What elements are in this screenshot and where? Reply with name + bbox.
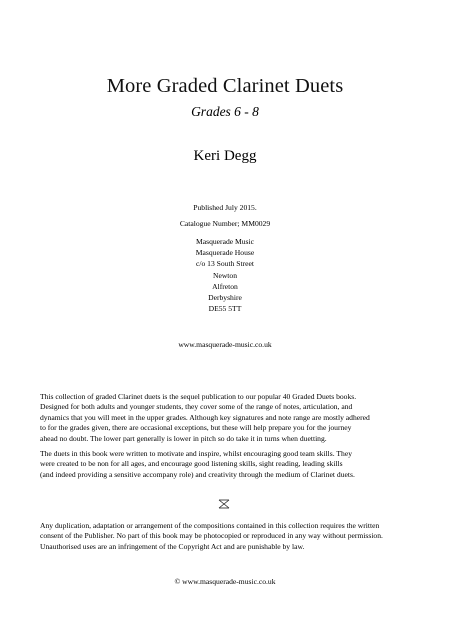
address-line: Masquerade House — [195, 248, 255, 258]
copyright-paragraph — [40, 521, 412, 552]
author-name: Keri Degg — [193, 148, 257, 164]
catalogue-number: Catalogue Number; MM0029 — [179, 219, 271, 228]
address-line: Derbyshire — [208, 292, 242, 302]
address-line: Alfreton — [212, 281, 238, 291]
paragraph-line: ahead no doubt. The lower part generally is lower in pitch so do take it in turns when duetting. — [40, 433, 327, 443]
paragraph-line: Any duplication, adaptation or arrangement of the compositions contained in this collection requires the written — [40, 521, 380, 530]
crossed-box-icon — [218, 499, 230, 509]
paragraph-line: consent of the Publisher. No part of this book may be photocopied or reproduced in any way without permission. — [40, 531, 383, 541]
paragraph-line: Designed for both adults and younger students, they cover some of the range of notes, articulation, and — [40, 402, 353, 412]
published-date: Published July 2015. — [193, 203, 257, 212]
publisher-address — [0, 236, 450, 314]
intro-paragraph — [40, 392, 412, 444]
address-line: Masquerade Music — [196, 237, 254, 246]
website-link: www.masquerade-music.co.uk — [178, 340, 272, 349]
address-line: Newton — [212, 270, 238, 280]
paragraph-line: The duets in this book were written to motivate and inspire, whilst encouraging good team skills. They — [40, 449, 352, 458]
paragraph-line: were created to be non for all ages, and encourage good listening skills, sight reading, leading skills — [40, 459, 343, 469]
paragraph-line: dynamics that you will meet in the upper grades. Although key signatures and note range are mostly adhered — [40, 412, 370, 422]
book-title: More Graded Clarinet Duets — [106, 75, 344, 97]
paragraph-line: to for the grades given, there are occasional exceptions, but these will help prepare you for the journey — [40, 423, 352, 433]
address-line: c/o 13 South Street — [195, 259, 254, 269]
copyright-footer: © www.masquerade-music.co.uk — [174, 577, 276, 586]
paragraph-line: Unauthorised uses are an infringement of the Copyright Act and are punishable by law. — [40, 541, 305, 551]
purpose-paragraph — [40, 449, 412, 480]
paragraph-line: This collection of graded Clarinet duets is the sequel publication to our popular 40 Graded Duets books. — [40, 392, 357, 401]
paragraph-line: (and indeed providing a sensitive accompany role) and creativity through the medium of Clarinet duets. — [40, 469, 355, 479]
address-line: DE55 5TT — [208, 304, 242, 314]
book-subtitle: Grades 6 - 8 — [191, 104, 259, 119]
